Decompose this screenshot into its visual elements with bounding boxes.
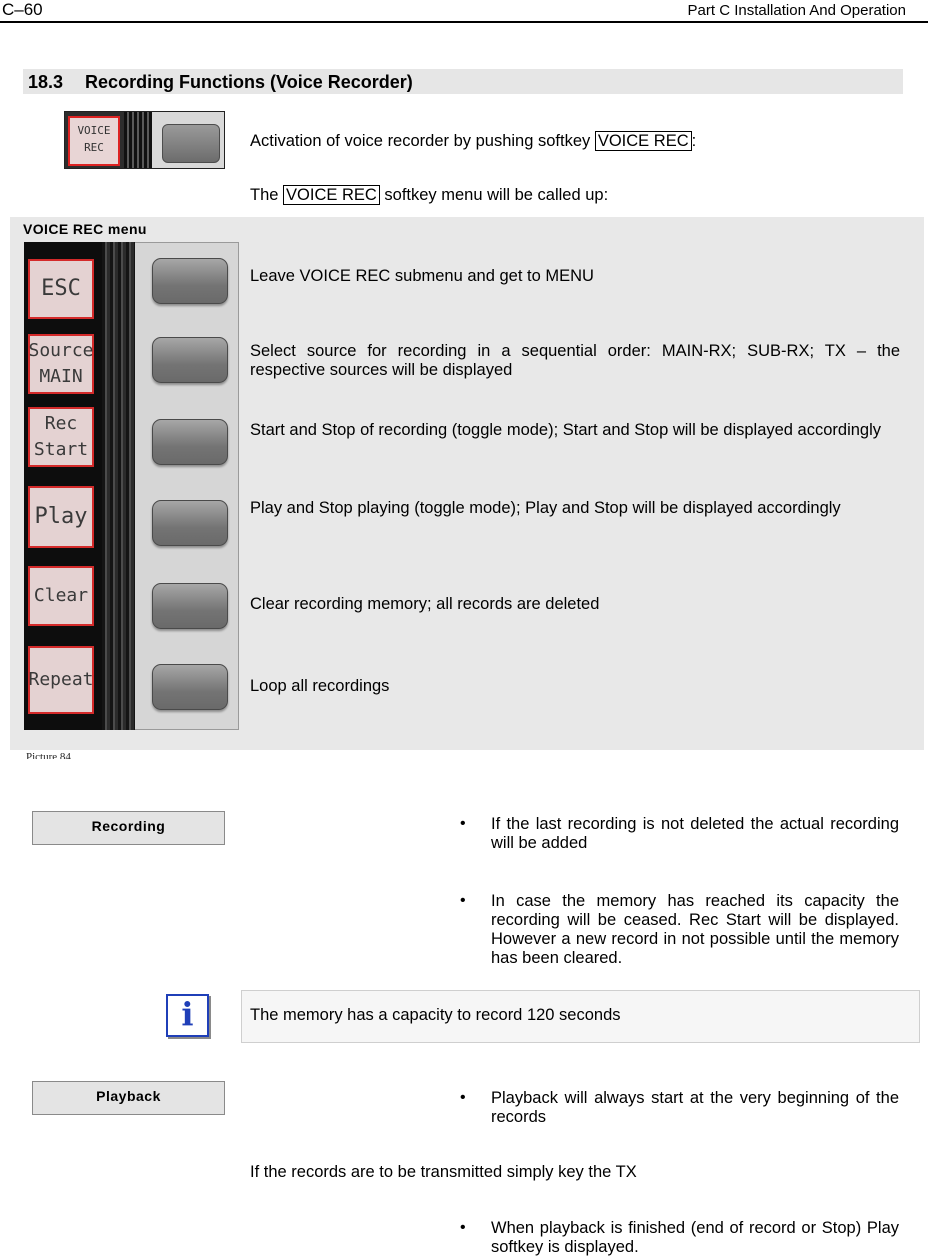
menu-called-text: The VOICE REC softkey menu will be called up: [250,186,609,204]
recording-bullet-2: In case the memory has reached its capacity the recording will be ceased. Rec Start will be displayed. However a new record in not possible until the memory has been cleared. [491,892,899,967]
playback-label: Playback [32,1081,225,1115]
bullet: • [460,1219,466,1236]
softkey-clear-description: Clear recording memory; all records are deleted [250,595,600,613]
hardware-button-6 [152,664,228,710]
bullet: • [460,1089,466,1106]
softkey-repeat: Repeat [28,646,94,714]
softkey-esc: ESC [28,259,94,319]
voice-rec-softkey-label: VOICE REC [68,116,120,166]
playback-tx-note: If the records are to be transmitted simply key the TX [250,1163,637,1181]
softkey-source-description: Select source for recording in a sequential order: MAIN-RX; SUB-RX; TX – the respective sources will be displayed [250,342,900,379]
info-icon-glyph: i [181,995,194,1033]
bullet: • [460,815,466,832]
softkey-rec-description: Start and Stop of recording (toggle mode); Start and Stop will be displayed accordingly [250,421,882,439]
page-number: C–60 [2,0,43,19]
hardware-button-3 [152,419,228,465]
playback-bullet-1: Playback will always start at the very beginning of the records [491,1089,899,1126]
hardware-button-4 [152,500,228,546]
softkey-repeat-description: Loop all recordings [250,677,390,695]
softkey-esc-description: Leave VOICE REC submenu and get to MENU [250,267,594,285]
softkey-clear: Clear [28,566,94,626]
voice-rec-key-ref-2: VOICE REC [283,185,380,205]
hardware-button-2 [152,337,228,383]
header-rule [0,21,928,23]
section-title: Recording Functions (Voice Recorder) [85,72,413,92]
recording-bullet-1: If the last recording is not deleted the actual recording will be added [491,815,899,852]
recording-label: Recording [32,811,225,845]
part-label: Part C Installation And Operation [687,2,906,19]
softkey-source-main: Source MAIN [28,334,94,394]
menu-title: VOICE REC menu [23,221,147,237]
section-number: 18.3 [28,72,64,92]
info-note-text: The memory has a capacity to record 120 seconds [250,1006,621,1024]
softkey-play-description: Play and Stop playing (toggle mode); Play and Stop will be displayed accordingly [250,499,841,517]
softkey-play: Play [28,486,94,548]
voice-rec-hardware-button [162,124,220,163]
menu-bezel-strip [102,242,135,730]
voice-rec-key-ref: VOICE REC [595,131,692,151]
softkey-rec-start: Rec Start [28,407,94,467]
picture-caption: Picture 84 [26,751,71,759]
hardware-button-1 [152,258,228,304]
bullet: • [460,892,466,909]
playback-bullet-2: When playback is finished (end of record or Stop) Play softkey is displayed. [491,1219,899,1256]
activation-text: Activation of voice recorder by pushing softkey VOICE REC : [250,132,697,150]
key-image-bezel [124,112,152,168]
section-heading [28,72,413,93]
hardware-button-5 [152,583,228,629]
